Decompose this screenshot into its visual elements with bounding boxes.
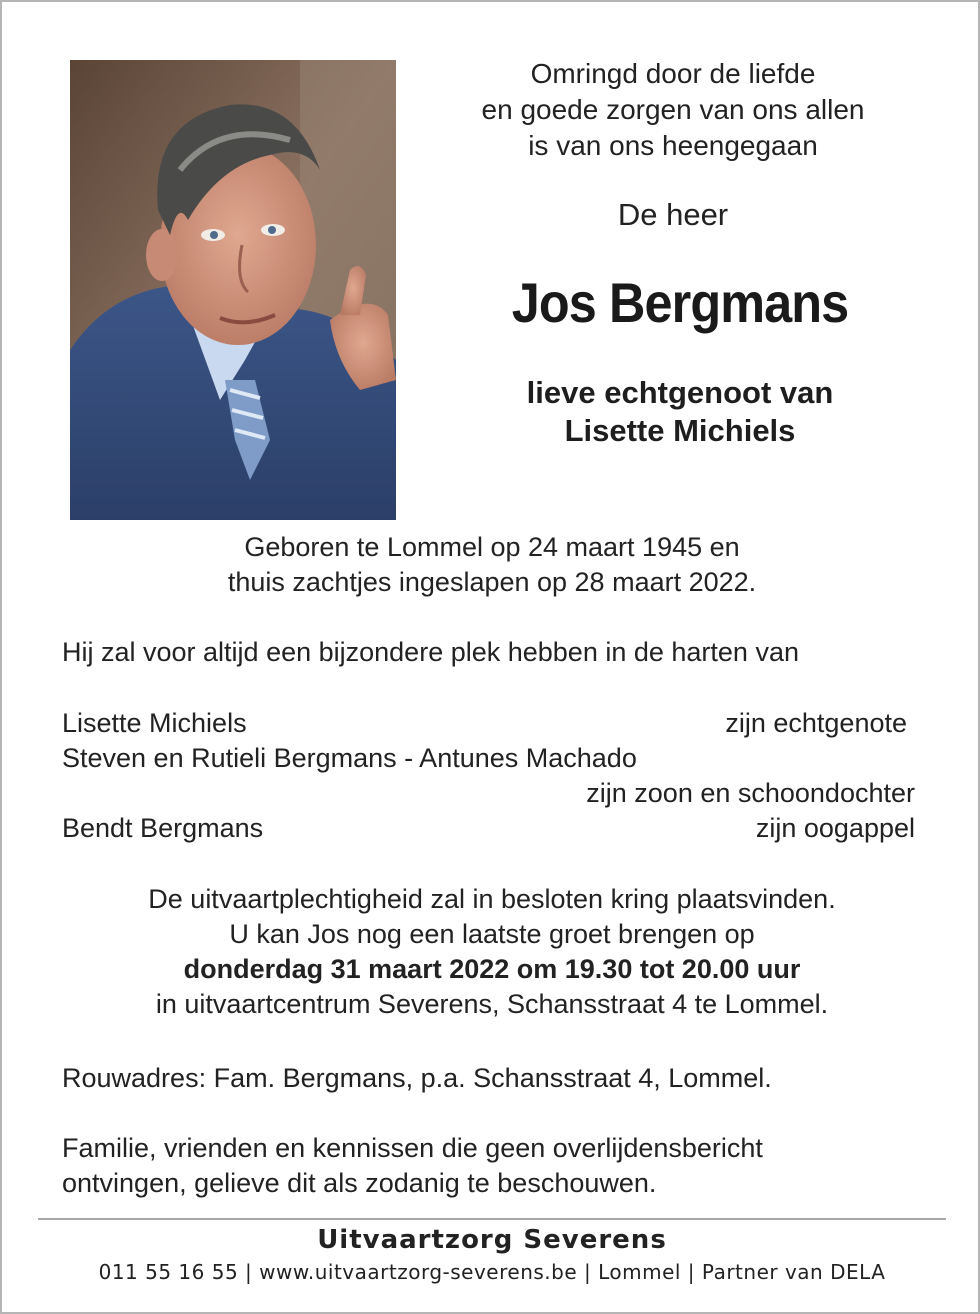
birth-death-text bbox=[2, 530, 980, 600]
portrait-photo bbox=[70, 60, 396, 520]
family-relation: zijn zoon en schoondochter bbox=[586, 778, 915, 808]
intro-text bbox=[432, 56, 914, 164]
ceremony-line: U kan Jos nog een laatste groet brengen op bbox=[229, 919, 755, 949]
deceased-name: Jos Bergmans bbox=[511, 271, 849, 334]
intro-line: Omringd door de liefde bbox=[530, 58, 816, 89]
intro-line: en goede zorgen van ons allen bbox=[481, 94, 865, 125]
family-row bbox=[62, 811, 915, 846]
born-line: thuis zachtjes ingeslapen op 28 maart 2022. bbox=[227, 567, 757, 597]
ceremony-text bbox=[2, 882, 980, 1022]
notice-line: Familie, vrienden en kennissen die geen overlijdensbericht bbox=[62, 1133, 763, 1163]
family-name: Bendt Bergmans bbox=[62, 813, 264, 843]
family-name: Steven en Rutieli Bergmans - Antunes Machado bbox=[62, 743, 637, 773]
funeral-company-info: 011 55 16 55 | www.uitvaartzorg-severens.be | Lommel | Partner van DELA bbox=[98, 1260, 886, 1284]
family-row bbox=[62, 706, 915, 741]
funeral-company-name: Uitvaartzorg Severens bbox=[317, 1225, 667, 1255]
ceremony-line: in uitvaartcentrum Severens, Schansstraat 4 te Lommel. bbox=[155, 989, 829, 1019]
portrait-illustration bbox=[70, 60, 396, 520]
family-row bbox=[62, 776, 915, 811]
family-relation: zijn oogappel bbox=[755, 813, 915, 843]
honorific: De heer bbox=[617, 197, 729, 232]
mourning-address: Rouwadres: Fam. Bergmans, p.a. Schansstraat 4, Lommel. bbox=[62, 1063, 772, 1093]
spouse-line: lieve echtgenoot van bbox=[526, 375, 834, 410]
born-line: Geboren te Lommel op 24 maart 1945 en bbox=[244, 532, 740, 562]
heart-line: Hij zal voor altijd een bijzondere plek hebben in de harten van bbox=[62, 637, 799, 667]
spouse-text bbox=[432, 374, 928, 450]
notice-line: ontvingen, gelieve dit als zodanig te beschouwen. bbox=[62, 1168, 657, 1198]
footer-divider bbox=[38, 1218, 946, 1220]
ceremony-line: De uitvaartplechtigheid zal in besloten kring plaatsvinden. bbox=[148, 884, 836, 914]
family-relation: zijn echtgenote bbox=[725, 708, 907, 738]
spouse-name: Lisette Michiels bbox=[564, 413, 796, 448]
family-row bbox=[62, 741, 915, 776]
intro-line: is van ons heengegaan bbox=[528, 130, 818, 161]
ceremony-datetime: donderdag 31 maart 2022 om 19.30 tot 20.00 uur bbox=[183, 954, 801, 984]
family-name: Lisette Michiels bbox=[62, 708, 247, 738]
